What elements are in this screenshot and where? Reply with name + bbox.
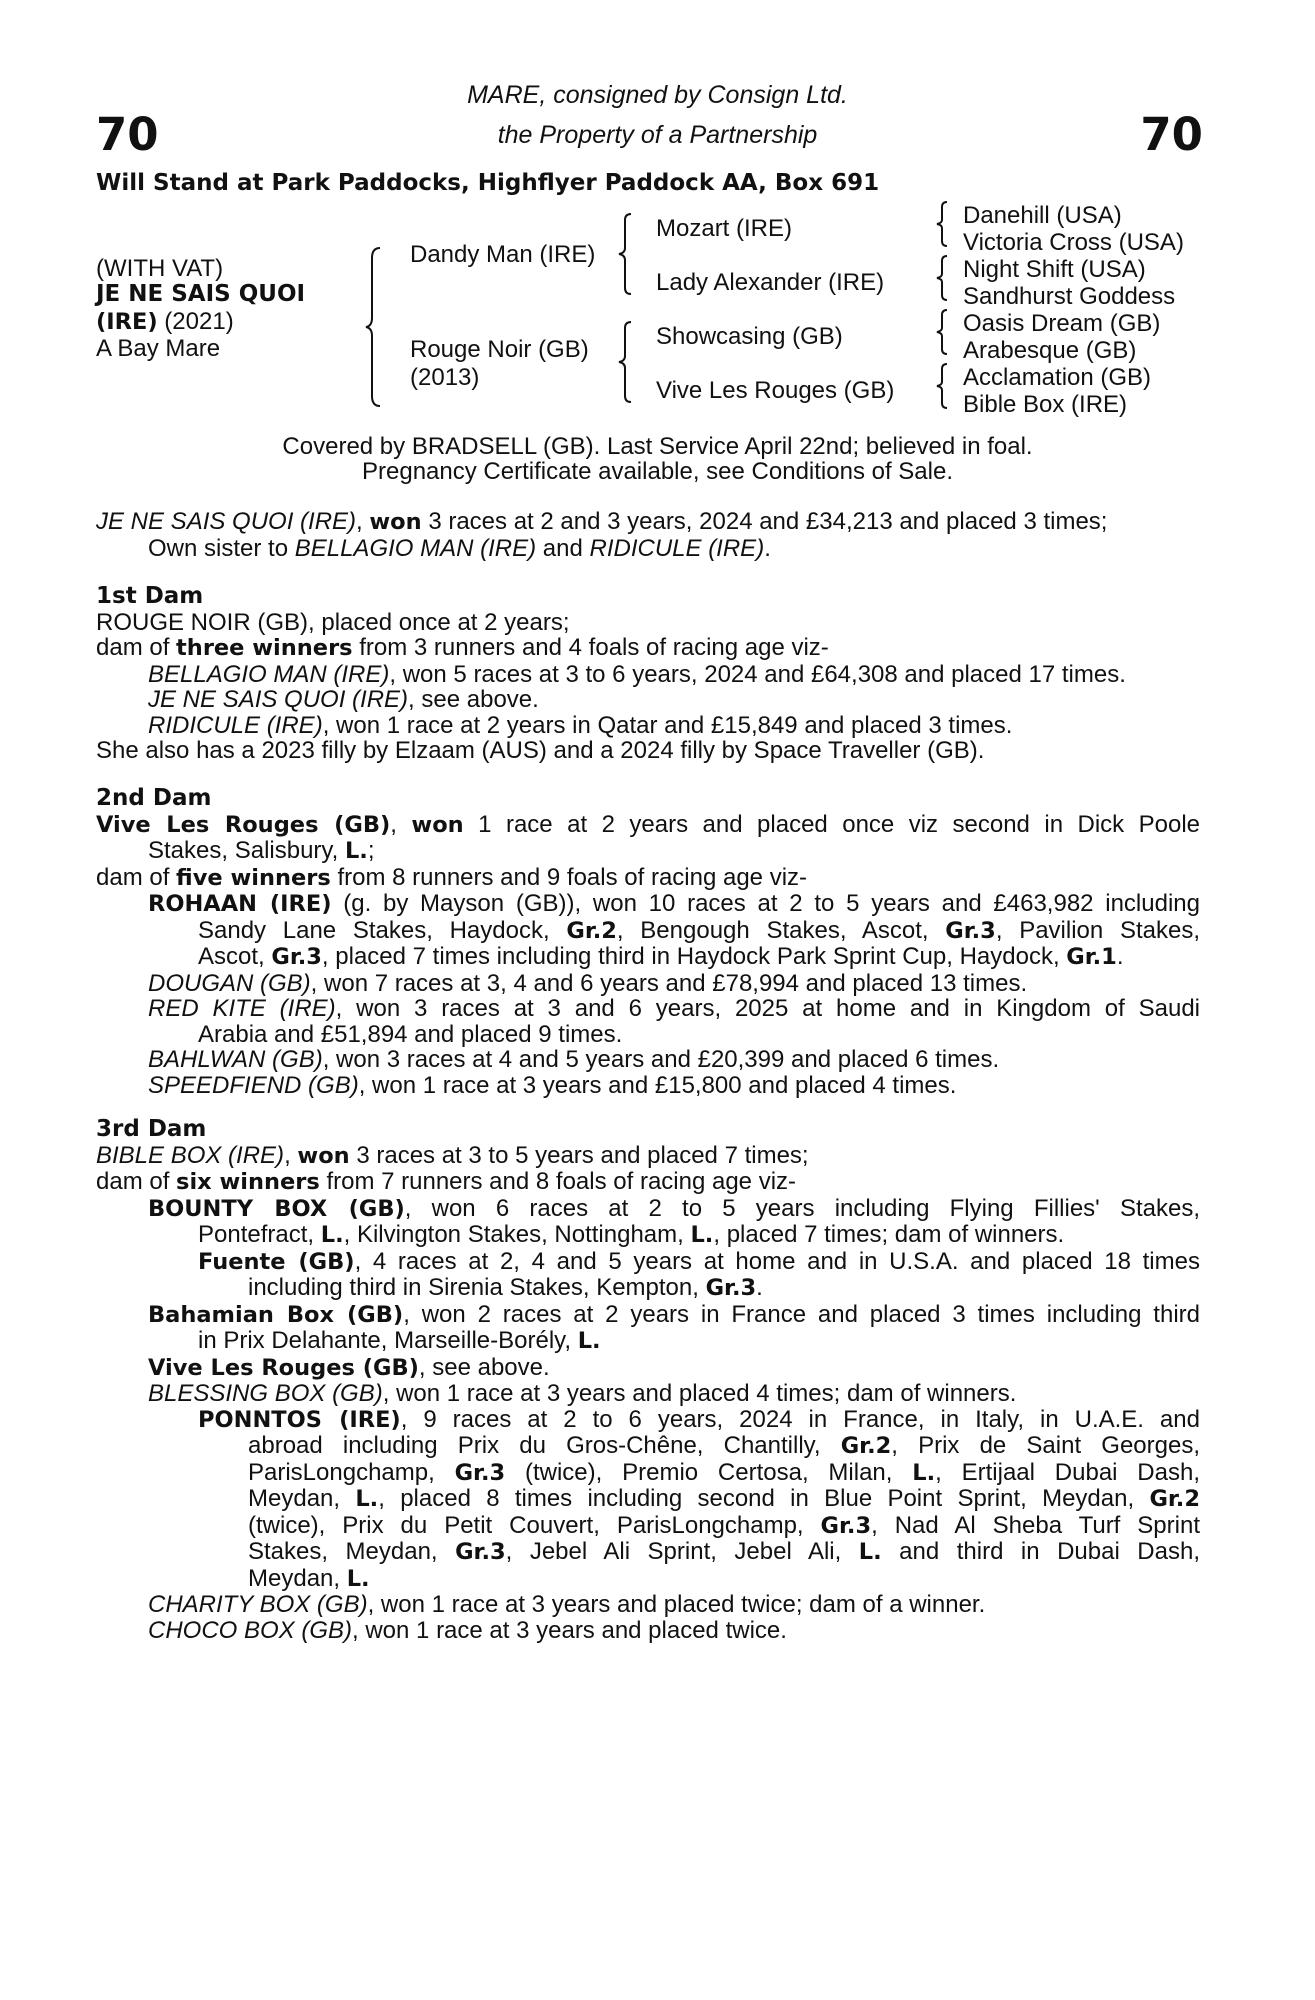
runner-bahamian-box-2 xyxy=(96,1328,1200,1355)
t: three winners xyxy=(176,635,353,661)
t: Vive Les Rouges (GB) xyxy=(96,811,391,838)
t: , Kilvington Stakes, Nottingham, xyxy=(343,1221,691,1248)
t: Gr.3 xyxy=(455,1539,506,1565)
covering-line-1: Covered by BRADSELL (GB). Last Service April 22nd; believed in foal. xyxy=(282,433,1033,460)
t: DOUGAN (GB) xyxy=(148,969,311,997)
t: , won 1 race at 3 years and placed twice. xyxy=(352,1616,787,1644)
third-dam-section xyxy=(96,1117,1200,1643)
runner-red-kite-2: Arabia and £51,894 and placed 9 times. xyxy=(198,1020,623,1048)
runner-dougan xyxy=(96,971,1200,997)
t: CHOCO BOX (GB) xyxy=(148,1616,353,1644)
t: , xyxy=(390,810,412,838)
t: JE NE SAIS QUOI (IRE) xyxy=(148,686,409,713)
t: L. xyxy=(577,1328,601,1354)
runner-fuente-2 xyxy=(96,1275,1200,1302)
t: including third in Sirenia Stakes, Kempton, xyxy=(248,1274,706,1301)
consignor-line: MARE, consigned by Consign Ltd. xyxy=(467,81,848,109)
first-dam-produce xyxy=(96,635,1200,662)
runner-ponntos-6 xyxy=(96,1539,1200,1566)
horse-name: JE NE SAIS QUOI xyxy=(96,281,306,307)
runner-speedfiend xyxy=(96,1073,1200,1099)
runner-ridicule xyxy=(96,713,1200,739)
t: Stakes, Meydan, xyxy=(248,1538,456,1565)
t: five winners xyxy=(176,864,331,891)
runner-ponntos-3 xyxy=(96,1460,1200,1487)
t: , xyxy=(284,1141,298,1169)
runner-bahlwan xyxy=(96,1047,1200,1073)
third-dam-title: 3rd Dam xyxy=(96,1116,207,1142)
dam-dam: Vive Les Rouges (GB) xyxy=(656,377,895,404)
vat-note: (WITH VAT) xyxy=(96,255,224,282)
t: Gr.3 xyxy=(454,1459,506,1486)
t: CHARITY BOX (GB) xyxy=(148,1591,368,1618)
t: 1 race at 2 years and placed once viz second in Dick Poole xyxy=(463,810,1201,838)
t: Gr.3 xyxy=(820,1512,872,1539)
pedigree-brace-main xyxy=(364,246,386,408)
runner-bahamian-box-1 xyxy=(96,1302,1200,1329)
t: , won 1 race at 3 years and £15,800 and placed 4 times. xyxy=(358,1071,957,1099)
t: , 4 races at 2, 4 and 5 years at home and in U.S.A. and placed 18 times xyxy=(354,1247,1200,1275)
t: 3 races at 3 to 5 years and placed 7 times; xyxy=(349,1141,809,1169)
t: , won 3 races at 4 and 5 years and £20,399 and placed 6 times. xyxy=(322,1046,1000,1073)
runner-bounty-box-2 xyxy=(96,1222,1200,1249)
t: L. xyxy=(690,1222,714,1248)
third-dam-produce xyxy=(96,1169,1200,1196)
first-dam-line: ROUGE NOIR (GB), placed once at 2 years; xyxy=(96,608,570,636)
horse-year: (2021) xyxy=(157,308,234,335)
ggp-5: Oasis Dream (GB) xyxy=(963,310,1161,337)
t: Meydan, xyxy=(248,1564,347,1592)
t: , won 7 races at 3, 4 and 6 years and £78,994 and placed 13 times. xyxy=(310,969,1028,997)
t: Sandy Lane Stakes, Haydock, xyxy=(198,916,567,944)
t: (g. by Mayson (GB)), won 10 races at 2 to 5 years and £463,982 including xyxy=(331,890,1200,917)
runner-ponntos-1 xyxy=(96,1407,1200,1434)
t: BOUNTY BOX (GB) xyxy=(148,1195,405,1222)
second-dam-line-2 xyxy=(96,838,1200,865)
t: BLESSING BOX (GB) xyxy=(148,1380,383,1407)
runner-red-kite-1 xyxy=(96,996,1200,1022)
t: from 8 runners and 9 foals of racing age viz- xyxy=(330,863,808,891)
runner-choco-box xyxy=(96,1618,1200,1644)
t: Own sister to xyxy=(148,534,295,562)
runner-bounty-box-1 xyxy=(96,1196,1200,1223)
t: Gr.3 xyxy=(271,944,322,970)
t: L. xyxy=(320,1222,344,1248)
t: and xyxy=(536,534,590,562)
dam: Rouge Noir (GB) xyxy=(410,336,589,363)
t: dam of xyxy=(96,863,177,891)
t: L. xyxy=(355,1486,379,1512)
intro-horse-name: JE NE SAIS QUOI (IRE) xyxy=(96,508,357,535)
runner-vive-les-rouges xyxy=(96,1355,1200,1382)
third-dam-line-1 xyxy=(96,1143,1200,1170)
t: , Ertijaal Dubai Dash, xyxy=(935,1458,1201,1486)
runner-rohaan-2 xyxy=(96,918,1200,945)
horse-description: A Bay Mare xyxy=(96,335,221,362)
t: , won 6 races at 2 to 5 years including Flying Fillies' Stakes, xyxy=(404,1194,1200,1222)
t: Pontefract, xyxy=(198,1221,321,1248)
intro-line-2 xyxy=(96,536,1200,562)
pedigree-brace-sire xyxy=(617,212,635,296)
ggp-8: Bible Box (IRE) xyxy=(963,391,1128,418)
t: , 9 races at 2 to 6 years, 2024 in France, in Italy, in U.A.E. and xyxy=(400,1405,1200,1433)
pedigree-brace-gen3-1 xyxy=(935,200,951,248)
lot-number-left: 70 xyxy=(96,108,159,161)
t: , won 1 race at 2 years in Qatar and £15,849 and placed 3 times. xyxy=(322,711,1013,739)
t: RIDICULE (IRE) xyxy=(148,711,323,739)
horse-name-line2 xyxy=(96,308,234,336)
t: BIBLE BOX (IRE) xyxy=(96,1141,285,1169)
ggp-4: Sandhurst Goddess xyxy=(963,283,1176,310)
covering-line-2: Pregnancy Certificate available, see Conditions of Sale. xyxy=(362,458,953,485)
ggp-1: Danehill (USA) xyxy=(963,202,1122,229)
t: Stakes, Salisbury, xyxy=(148,837,345,864)
t: won xyxy=(411,811,464,838)
t: , won 3 races at 3 and 6 years, 2025 at home and in Kingdom of Saudi xyxy=(335,995,1201,1022)
lot-number-right: 70 xyxy=(1140,108,1203,161)
second-dam-section xyxy=(96,786,1200,1098)
t: BELLAGIO MAN (IRE) xyxy=(294,534,537,562)
runner-ponntos-2 xyxy=(96,1433,1200,1460)
t: from 3 runners and 4 foals of racing age viz- xyxy=(352,634,829,661)
t: SPEEDFIEND (GB) xyxy=(148,1071,359,1099)
runner-ponntos-7 xyxy=(96,1566,1200,1593)
runner-rohaan-1 xyxy=(96,891,1200,918)
property-line: the Property of a Partnership xyxy=(497,121,818,149)
runner-charity-box xyxy=(96,1592,1200,1618)
t: PONNTOS (IRE) xyxy=(198,1406,401,1433)
ggp-2: Victoria Cross (USA) xyxy=(963,229,1184,256)
t: six winners xyxy=(176,1169,320,1195)
runner-bellagio xyxy=(96,662,1200,688)
t: L. xyxy=(912,1459,936,1486)
first-dam-section xyxy=(96,584,1200,764)
runner-blessing-box xyxy=(96,1381,1200,1407)
t: Gr.2 xyxy=(566,917,617,944)
runner-rohaan-3 xyxy=(96,944,1200,971)
horse-country: (IRE) xyxy=(96,309,158,335)
t: , placed 7 times including third in Haydock Park Sprint Cup, Haydock, xyxy=(321,943,1067,970)
second-dam-produce xyxy=(96,865,1200,892)
t: Gr.3 xyxy=(705,1275,757,1301)
t: dam of xyxy=(96,1168,177,1195)
t: . xyxy=(764,534,771,562)
first-dam-also: She also has a 2023 filly by Elzaam (AUS) and a 2024 filly by Space Traveller (GB). xyxy=(96,737,985,764)
intro-rest: 3 races at 2 and 3 years, 2024 and £34,213 and placed 3 times; xyxy=(421,508,1108,535)
t: ROHAAN (IRE) xyxy=(148,891,332,917)
t: won xyxy=(297,1142,350,1169)
t: , Jebel Ali Sprint, Jebel Ali, xyxy=(505,1538,859,1565)
t: , Pavilion Stakes, xyxy=(995,916,1200,944)
t: ParisLongchamp, xyxy=(248,1458,455,1486)
t: Gr.2 xyxy=(840,1433,892,1459)
t: Meydan, xyxy=(248,1485,356,1512)
t: in Prix Delahante, Marseille-Borély, xyxy=(198,1327,578,1354)
t: , see above. xyxy=(418,1353,550,1381)
t: . xyxy=(756,1274,763,1301)
t: Gr.1 xyxy=(1066,944,1117,970)
t: RIDICULE (IRE) xyxy=(589,534,765,562)
t: , won 2 races at 2 years in France and placed 3 times including third xyxy=(403,1300,1200,1328)
second-dam-title: 2nd Dam xyxy=(96,785,212,811)
pedigree-brace-gen3-2 xyxy=(935,254,951,302)
t: (twice), Premio Certosa, Milan, xyxy=(505,1458,913,1486)
t: L. xyxy=(858,1539,882,1565)
ggp-3: Night Shift (USA) xyxy=(963,256,1146,283)
intro-line-1: JE NE SAIS QUOI (IRE), won 3 races at 2 and 3 years, 2024 and £34,213 and placed 3 times; xyxy=(96,508,1108,535)
t: , Bengough Stakes, Ascot, xyxy=(616,916,946,944)
t: Bahamian Box (GB) xyxy=(148,1301,404,1328)
dam-year: (2013) xyxy=(410,364,480,391)
t: Vive Les Rouges (GB) xyxy=(148,1354,419,1381)
runner-fuente-1 xyxy=(96,1249,1200,1276)
t: BAHLWAN (GB) xyxy=(148,1046,323,1073)
second-dam-line-1 xyxy=(96,812,1200,839)
t: RED KITE (IRE) xyxy=(148,995,336,1022)
sire-sire: Mozart (IRE) xyxy=(656,215,793,242)
stand-location: Will Stand at Park Paddocks, Highflyer Paddock AA, Box 691 xyxy=(96,170,880,196)
t: . xyxy=(1116,943,1124,970)
t: , placed 7 times; dam of winners. xyxy=(713,1221,1065,1248)
ggp-6: Arabesque (GB) xyxy=(963,337,1137,364)
t: , placed 8 times including second in Blue Point Sprint, Meydan, xyxy=(378,1485,1150,1512)
pedigree-brace-gen3-4 xyxy=(935,362,951,410)
pedigree-brace-gen3-3 xyxy=(935,308,951,356)
t: Ascot, xyxy=(198,943,272,970)
t: L. xyxy=(346,1565,370,1592)
sire-dam: Lady Alexander (IRE) xyxy=(656,269,885,296)
first-dam-title: 1st Dam xyxy=(96,583,204,609)
t: , see above. xyxy=(408,686,539,713)
t: , won 1 race at 3 years and placed twice; dam of a winner. xyxy=(367,1591,986,1618)
runner-ponntos-5 xyxy=(96,1513,1200,1540)
t: , won 5 races at 3 to 6 years, 2024 and £64,308 and placed 17 times. xyxy=(389,660,1126,688)
intro-won: won xyxy=(369,509,422,535)
t: Gr.2 xyxy=(1149,1486,1200,1512)
sire: Dandy Man (IRE) xyxy=(410,241,596,268)
dam-sire: Showcasing (GB) xyxy=(656,323,843,350)
runner-jnsq xyxy=(96,687,1200,713)
t: , won 1 race at 3 years and placed 4 times; dam of winners. xyxy=(382,1380,1017,1407)
runner-ponntos-4 xyxy=(96,1486,1200,1513)
t: , Prix de Saint Georges, xyxy=(891,1432,1200,1459)
t: Gr.3 xyxy=(945,917,996,944)
t: dam of xyxy=(96,634,177,661)
t: from 7 runners and 8 foals of racing age viz- xyxy=(319,1168,797,1195)
t: and third in Dubai Dash, xyxy=(881,1538,1200,1565)
intro-paragraph xyxy=(96,509,1200,561)
t: BELLAGIO MAN (IRE) xyxy=(148,660,390,688)
t: L. xyxy=(344,838,368,864)
pedigree-brace-dam xyxy=(617,320,635,404)
t: Fuente (GB) xyxy=(198,1248,355,1275)
t: (twice), Prix du Petit Couvert, ParisLongchamp, xyxy=(248,1511,821,1539)
t: ; xyxy=(367,837,375,864)
t: abroad including Prix du Gros-Chêne, Chantilly, xyxy=(248,1432,841,1459)
ggp-7: Acclamation (GB) xyxy=(963,364,1152,391)
t: , Nad Al Sheba Turf Sprint xyxy=(871,1511,1200,1539)
